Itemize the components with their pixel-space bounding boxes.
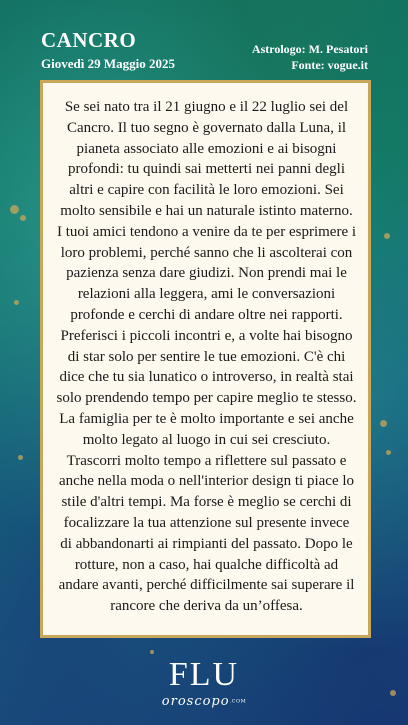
gold-speck <box>386 450 391 455</box>
gold-speck <box>14 300 19 305</box>
gold-speck <box>384 233 390 239</box>
gold-speck <box>20 215 26 221</box>
horoscope-card <box>40 80 371 638</box>
logo-sub-word: oroscopo <box>161 694 230 709</box>
gold-speck <box>18 455 23 460</box>
logo-sub-text <box>162 694 246 709</box>
sign-title: CANCRO <box>41 28 137 52</box>
header <box>0 0 408 80</box>
horoscope-text: Se sei nato tra il 21 giugno e il 22 luglio sei del Cancro. Il tuo segno è governato dalla Luna, il pianeta associato alle emozioni e ai bisogni profondi: tu quindi sai metterti nei panni degli altri e capire con facilità le loro emozioni. Sei molto sensibile e hai un naturale istinto materno. I tuoi amici tendono a venire da te per esprimere i loro problemi, perché sanno che li ascolterai con pazienza senza dare giudizi. Non prendi mai le relazioni alla leggera, ami le conversazioni profonde e cerchi di andare oltre nei rapporti. Preferisci i piccoli incontri e, a volte hai bisogno di star solo per sentire le tue emozioni. C'è chi dice che tu sia lunatico o introverso, in realtà stai solo prendendo tempo per capire meglio te stesso. La famiglia per te è molto importante e sei anche molto legato al luogo in cui sei cresciuto. Trascorri molto tempo a riflettere sul passato e anche nella moda o nell'interior design ti piace lo stile d'altri tempi. Ma forse è meglio se cerchi di focalizzare la tua attenzione sul presente invece di abbandonarti ai rimpianti del passato. Dopo le rotture, non a caso, hai qualche difficoltà ad andare avanti, perché difficilmente sai superare il rancore che deriva da un’offesa. <box>56 99 357 615</box>
logo-suffix: .COM <box>229 698 247 705</box>
source-label: Fonte: vogue.it <box>291 58 368 72</box>
gold-speck <box>150 650 154 654</box>
gold-speck <box>380 420 387 427</box>
astrologer-label: Astrologo: M. Pesatori <box>251 42 368 56</box>
date-label: Giovedì 29 Maggio 2025 <box>41 56 175 71</box>
brand-logo <box>0 658 408 710</box>
gold-speck <box>10 205 19 214</box>
logo-main-text: FLU <box>168 656 240 693</box>
